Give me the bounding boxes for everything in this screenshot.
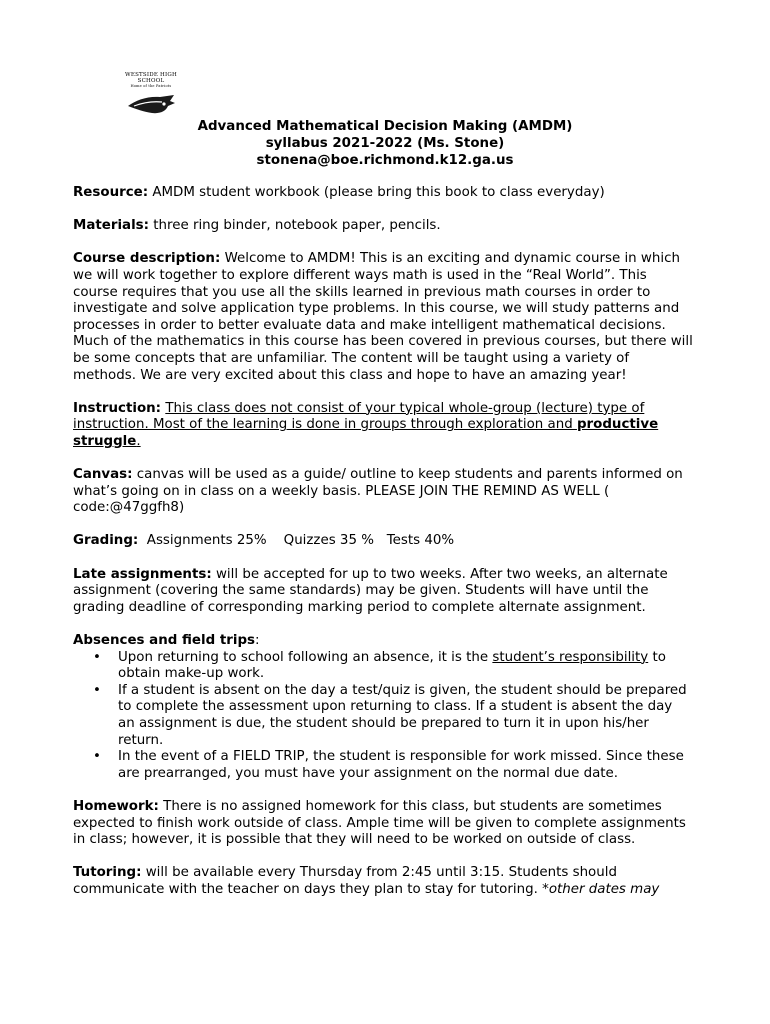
absences-heading	[73, 633, 693, 650]
late-assignments-text: will be accepted for up to two weeks. After two weeks, an alternate assignment (covering the same standards) may be given. Students will have until the grading deadline of corresponding marking period to complete alternate assignment.	[73, 566, 668, 615]
absence-item-1-pre: Upon returning to school following an absence, it is the	[118, 649, 493, 665]
list-item	[73, 650, 693, 683]
syllabus-body	[73, 185, 693, 915]
resource-label: Resource:	[73, 185, 149, 200]
tutoring-label: Tutoring:	[73, 865, 142, 881]
homework-section	[73, 799, 693, 849]
absence-item-3: In the event of a FIELD TRIP, the student is responsible for work missed. Since these are prearranged, you must have your assignment on the normal due date.	[118, 749, 684, 781]
absence-item-1-emphasis: student’s responsibility	[492, 649, 649, 665]
instruction-section	[73, 401, 693, 451]
tutoring-section	[73, 865, 693, 898]
grading-section	[73, 533, 693, 550]
homework-label: Homework:	[73, 798, 159, 814]
instruction-period: .	[136, 433, 141, 449]
bullet-icon: •	[93, 682, 101, 698]
logo-school-word: SCHOOL	[137, 78, 165, 84]
bullet-icon: •	[93, 649, 101, 665]
canvas-section	[73, 467, 693, 517]
grading-label: Grading:	[73, 533, 139, 549]
tutoring-italic-text: other dates may	[548, 881, 660, 897]
absence-item-1-post: to obtain make-up work.	[118, 649, 666, 682]
homework-text: There is no assigned homework for this class, but students are sometimes expected to finish work outside of class. Ample time will be given to complete assignments in class; however, it is possible that they will need to be worked on outside of class.	[73, 798, 686, 848]
late-assignments-label: Late assignments:	[73, 566, 212, 582]
bullet-icon: •	[93, 749, 101, 765]
patriot-head-icon	[126, 94, 176, 116]
teacher-email[interactable]: stonena@boe.richmond.k12.ga.us	[256, 153, 514, 168]
absences-section	[73, 633, 693, 782]
canvas-label: Canvas:	[73, 467, 133, 483]
syllabus-subtitle: syllabus 2021-2022 (Ms. Stone)	[265, 136, 505, 151]
instruction-text	[73, 401, 658, 449]
resource-section	[73, 185, 693, 202]
course-description-label: Course description:	[73, 251, 221, 267]
course-description-section	[73, 251, 693, 384]
absences-colon: :	[255, 633, 260, 649]
course-description-text: Welcome to AMDM! This is an exciting and dynamic course in which we will work together to explore different ways math is used in the “Real World”. This course requires that you use all the skills learned in previous math courses in order to investigate and solve application type problems. In this course, we will study patterns and processes in order to better evaluate data and make intelligent mathematical decisions. Much of the mathematics in this course has been covered in previous courses, but there will be some concepts that are unfamiliar. The content will be taught using a variety of methods. We are very excited about this class and hope to have an amazing year!	[73, 251, 693, 383]
resource-text: AMDM student workbook (please bring this book to class everyday)	[148, 185, 605, 200]
materials-text: three ring binder, notebook paper, pencils.	[149, 218, 441, 234]
logo-school-name: WESTSIDE HIGH	[125, 72, 177, 78]
instruction-label: Instruction:	[73, 400, 162, 416]
logo-tagline: Home of the Patriots	[130, 84, 172, 88]
absences-list	[73, 650, 693, 783]
absence-item-2: If a student is absent on the day a test/quiz is given, the student should be prepared to complete the assessment upon returning to class. If a student is absent the day an assignment is due, the student should be prepared to turn it in upon his/her return.	[118, 682, 687, 748]
list-item	[73, 749, 693, 782]
materials-section	[73, 218, 693, 235]
canvas-text: canvas will be used as a guide/ outline to keep students and parents informed on what’s going on in class on a weekly basis. PLEASE JOIN THE REMIND AS WELL ( code:@47ggfh8)	[73, 467, 683, 516]
school-logo	[122, 72, 180, 118]
grading-text: Assignments 25% Quizzes 35 % Tests 40%	[138, 533, 455, 549]
instruction-body: This class does not consist of your typical whole-group (lecture) type of instruction. Most of the learning is done in groups through exploration and	[73, 400, 645, 433]
materials-label: Materials:	[73, 218, 149, 234]
late-assignments-section	[73, 567, 693, 617]
course-title: Advanced Mathematical Decision Making (AMDM)	[197, 119, 573, 134]
list-item	[73, 683, 693, 749]
document-header	[0, 119, 770, 170]
instruction-emphasis: productive struggle	[73, 417, 659, 449]
tutoring-text: will be available every Thursday from 2:45 until 3:15. Students should communicate with the teacher on days they plan to stay for tutoring. *	[73, 865, 617, 897]
absences-label: Absences and field trips	[73, 633, 255, 649]
